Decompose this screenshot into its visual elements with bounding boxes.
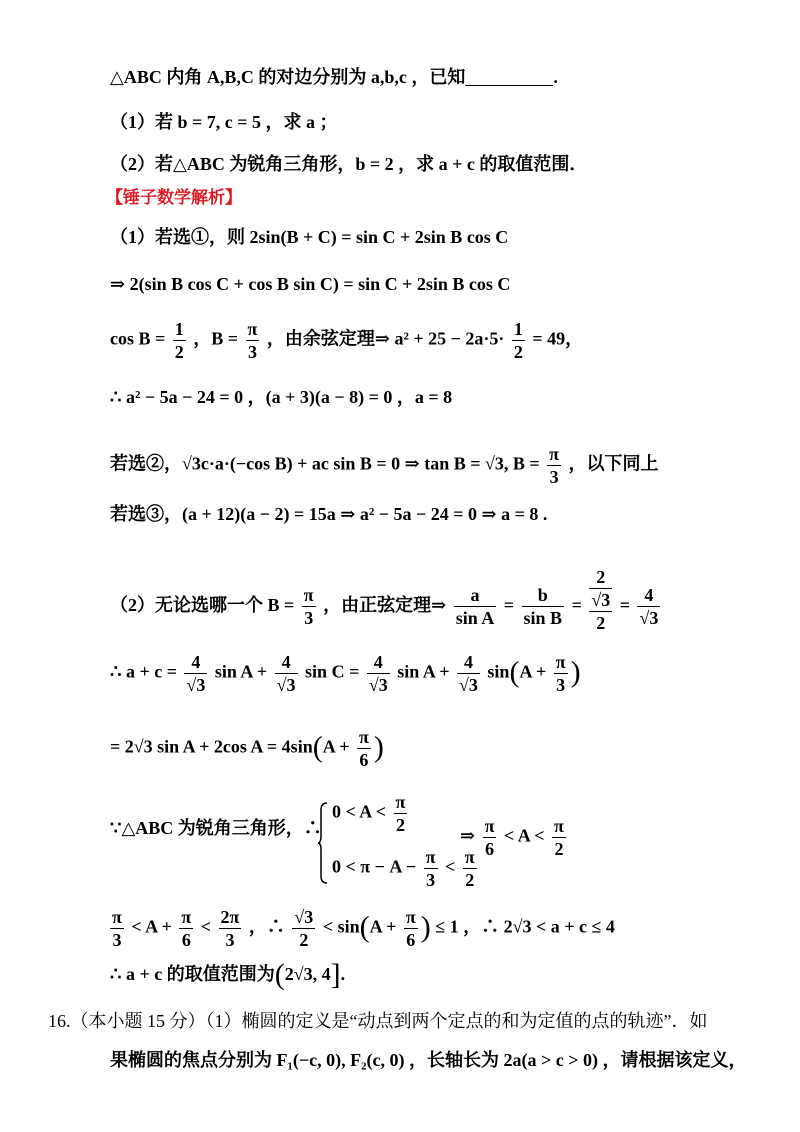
s9-g: A + — [322, 736, 350, 757]
numerator: √3 — [294, 907, 314, 927]
denominator: 3 — [112, 930, 122, 950]
left-paren: ( — [509, 655, 520, 689]
s7-b: ，由正弦定理⇒ — [323, 595, 447, 615]
s3-b: ，B = — [193, 328, 239, 349]
s8-g: A + — [519, 661, 547, 682]
s9-a: = 2√3 sin A + 2cos A = 4sin — [110, 736, 313, 757]
fraction — [457, 651, 480, 696]
right-paren: ) — [570, 655, 581, 689]
right-paren: ) — [420, 910, 431, 944]
s8-c: sin C = — [305, 661, 360, 682]
s8-d: sin A + — [397, 661, 450, 682]
intro-tail: . — [553, 67, 558, 87]
fraction — [424, 846, 438, 891]
numerator: 1 — [174, 319, 184, 339]
numerator: π — [549, 444, 560, 464]
implies-arrow: ⇒ — [460, 825, 476, 846]
solution-line-1: （1）若选①，则 2sin(B + C) = sin C + 2sin B cos C — [110, 227, 509, 247]
q16-line-2: 果椭圆的焦点分别为 F₁(−c, 0), F₂(c, 0) ，长轴长为 2a(a > c > 0) ，请根据该定义， — [110, 1050, 747, 1070]
numerator: π — [484, 816, 495, 836]
denominator: 2 — [174, 342, 184, 362]
solution-line-2: ⇒ 2(sin B cos C + cos B sin C) = sin C + 2sin B cos C — [110, 274, 511, 294]
fraction — [522, 584, 565, 629]
fraction — [394, 791, 408, 836]
fraction — [357, 726, 371, 771]
solution-line-8 — [110, 651, 581, 696]
s11-e: ≤ 1 ，∴ 2√3 < a + c ≤ 4 — [435, 916, 615, 937]
s8-b: sin A + — [214, 661, 268, 682]
solution-line-12 — [110, 958, 346, 991]
fraction — [454, 584, 497, 629]
numerator: 4 — [184, 651, 207, 674]
fraction — [512, 318, 525, 363]
fraction — [184, 651, 207, 696]
right-paren: ) — [373, 730, 384, 764]
denominator: 3 — [549, 467, 559, 487]
s12-tail: . — [340, 964, 346, 984]
denominator: √3 — [276, 675, 296, 695]
part1-question: （1）若 b = 7, c = 5 ，求 a ； — [110, 112, 338, 132]
fraction — [637, 584, 660, 629]
s7-a: （2）无论选哪一个 B = — [110, 595, 295, 615]
numerator: π — [303, 585, 314, 606]
inner-denominator: 2 — [596, 613, 606, 633]
s8-e: sin — [487, 661, 510, 682]
numerator: b — [522, 584, 565, 607]
numerator: π — [395, 792, 406, 812]
compound-fraction — [589, 566, 612, 634]
fraction — [246, 318, 260, 363]
s8-a: ∴ a + c = — [110, 661, 177, 682]
solution-line-10-lead: ∵△ABC 为锐角三角形，∴ — [110, 818, 322, 838]
fraction — [219, 906, 242, 951]
numerator: π — [358, 727, 369, 747]
denominator: 6 — [406, 930, 416, 950]
numerator: 4 — [457, 651, 480, 674]
system-conclusion — [460, 815, 569, 860]
fraction — [173, 318, 186, 363]
s3-a: cos B = — [110, 328, 166, 349]
solution-line-9 — [110, 726, 384, 771]
denominator: 2 — [395, 815, 405, 835]
fraction — [302, 584, 316, 629]
s11-g: A + — [369, 916, 397, 937]
denominator: 2 — [554, 839, 564, 859]
equals: = — [571, 595, 582, 615]
intro-text: △ABC 内角 A,B,C 的对边分别为 a,b,c ，已知 — [110, 67, 466, 87]
denominator: 6 — [181, 930, 191, 950]
denominator: √3 — [639, 608, 659, 629]
r1-a: 0 < A < — [332, 801, 387, 822]
numerator: 4 — [367, 651, 390, 674]
solution-heading: 【锤子数学解析】 — [106, 188, 242, 208]
fraction — [547, 443, 561, 488]
part2-question: （2）若△ABC 为锐角三角形，b = 2 ，求 a + c 的取值范围． — [110, 154, 588, 174]
fraction — [483, 815, 497, 860]
solution-line-11 — [110, 906, 615, 951]
denominator: √3 — [368, 675, 388, 695]
right-bracket: ] — [330, 958, 341, 991]
s11-d: < sin — [322, 916, 360, 937]
fraction — [292, 906, 315, 951]
q16-line-1: 16.（本小题 15 分）（1）椭圆的定义是“动点到两个定点的和为定值的点的轨迹”．如 — [48, 1011, 708, 1031]
numerator: π — [555, 652, 566, 672]
numerator: 4 — [275, 651, 298, 674]
r2-b: < — [445, 856, 456, 877]
fraction — [367, 651, 390, 696]
solution-line-3 — [110, 318, 583, 363]
denominator: 3 — [426, 870, 436, 890]
denominator: 2 — [465, 870, 475, 890]
numerator: π — [112, 907, 122, 927]
denominator: √3 — [459, 675, 478, 695]
answer-blank — [465, 67, 553, 86]
s3-c: ，由余弦定理⇒ a² + 25 − 2a·5· — [266, 328, 505, 349]
solution-line-5 — [110, 443, 659, 488]
numerator: 1 — [513, 319, 523, 339]
fraction — [179, 906, 193, 951]
problem-intro — [110, 64, 558, 90]
denominator: 3 — [304, 608, 314, 629]
s5-b: ，以下同上 — [568, 453, 659, 474]
numerator: π — [247, 319, 258, 339]
equals: = — [503, 595, 515, 615]
numerator: 4 — [637, 584, 660, 607]
solution-line-4: ∴ a² − 5a − 24 = 0 ，(a + 3)(a − 8) = 0 ，a = 8 — [110, 387, 453, 407]
s3-d: = 49， — [532, 328, 584, 349]
fraction — [404, 906, 418, 951]
equals: = — [619, 595, 630, 615]
denominator: 3 — [247, 342, 257, 362]
denominator: 6 — [485, 839, 495, 859]
solution-line-7 — [110, 566, 663, 634]
fraction — [275, 651, 298, 696]
numerator: 2π — [220, 907, 240, 927]
inner-numerator: √3 — [591, 590, 611, 610]
denominator: sin B — [523, 608, 563, 629]
left-paren: ( — [312, 730, 323, 764]
numerator: 2 — [589, 566, 612, 589]
r2-a: 0 < π − A − — [332, 856, 417, 877]
numerator: a — [454, 584, 497, 607]
numerator: π — [425, 847, 436, 867]
denominator: √3 — [186, 675, 206, 695]
s11-a: < A + — [131, 916, 172, 937]
c-mid: < A < — [503, 825, 545, 846]
system-row-1 — [332, 791, 410, 836]
s5-a: 若选②，√3c·a·(−cos B) + ac sin B = 0 ⇒ tan B = √3, B = — [110, 453, 540, 474]
s12-a: ∴ a + c 的取值范围为 — [110, 964, 275, 984]
denominator: sin A — [455, 608, 495, 629]
s11-b: < — [200, 916, 212, 937]
s11-c: ，∴ — [248, 916, 285, 937]
left-paren: ( — [274, 958, 285, 991]
fraction — [110, 906, 124, 951]
range-value: 2√3, 4 — [284, 964, 331, 984]
denominator: 2 — [299, 930, 309, 950]
left-brace — [318, 802, 328, 884]
numerator: π — [181, 907, 192, 927]
system-row-2 — [332, 846, 480, 891]
numerator: π — [405, 907, 416, 927]
denominator: 6 — [359, 750, 369, 770]
numerator: π — [464, 847, 475, 867]
denominator: 2 — [513, 342, 523, 362]
denominator: 3 — [556, 675, 566, 695]
solution-line-6: 若选③，(a + 12)(a − 2) = 15a ⇒ a² − 5a − 24 = 0 ⇒ a = 8 . — [110, 504, 548, 524]
numerator: π — [554, 816, 564, 836]
left-paren: ( — [359, 910, 370, 944]
fraction — [554, 651, 568, 696]
fraction — [552, 815, 566, 860]
denominator: 3 — [225, 930, 235, 950]
